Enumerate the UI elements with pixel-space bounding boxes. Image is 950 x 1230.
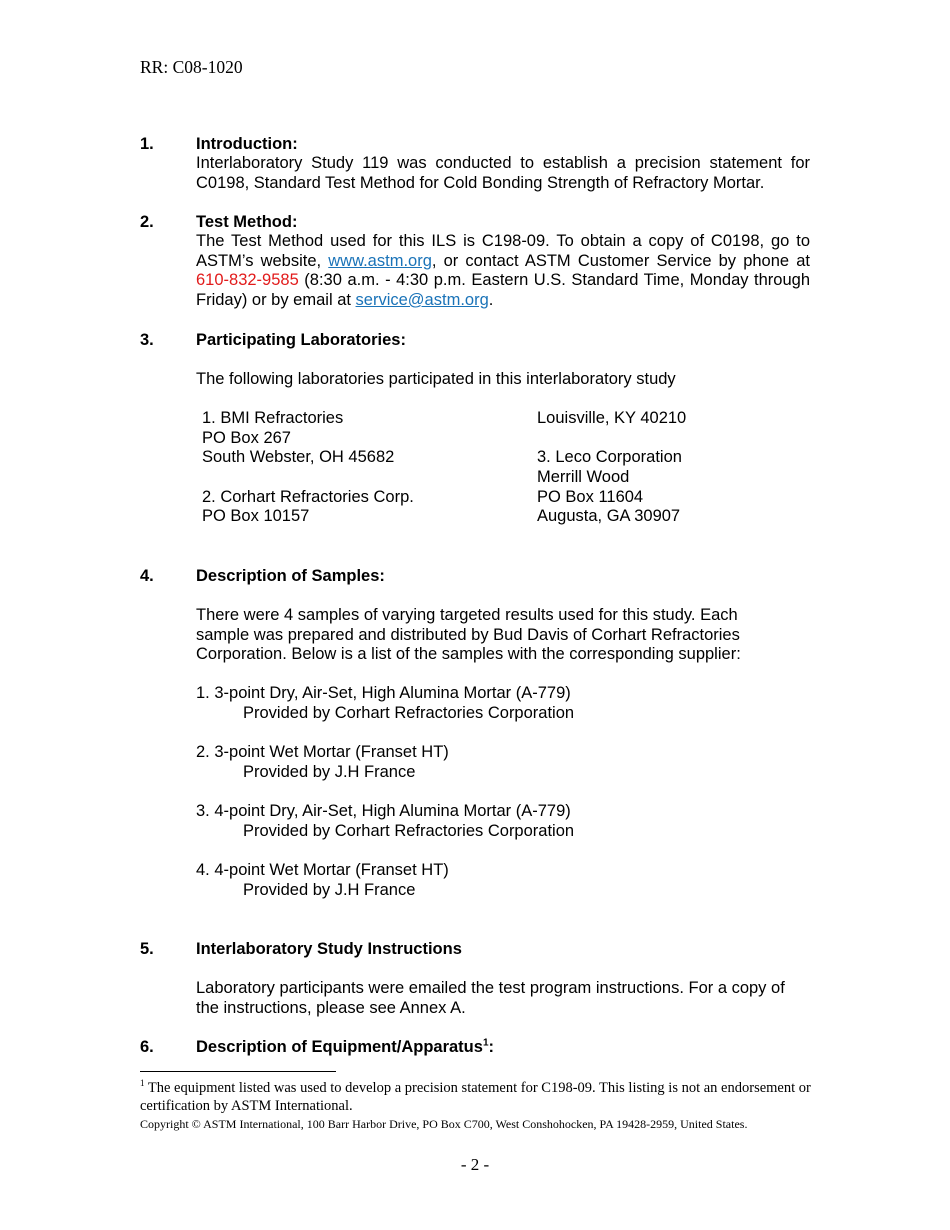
section-4-intro-3: Corporation. Below is a list of the samples with the corresponding supplier: — [196, 645, 741, 663]
section-5-number: 5. — [140, 940, 154, 958]
section-6-title — [196, 1038, 494, 1057]
lab-3-address-2: Augusta, GA 30907 — [537, 507, 681, 525]
section-5-body-2: the instructions, please see Annex A. — [196, 999, 466, 1017]
lab-1-name: 1. BMI Refractories — [202, 409, 344, 427]
section-2-number: 2. — [140, 213, 154, 231]
lab-2-address-2: Louisville, KY 40210 — [537, 409, 687, 427]
lab-1-address-1: PO Box 267 — [202, 429, 291, 447]
sample-1-provider: Provided by Corhart Refractories Corporation — [243, 704, 575, 722]
lab-3-name: 3. Leco Corporation — [537, 448, 682, 466]
report-id: RR: C08-1020 — [140, 57, 243, 77]
sample-1-label: 1. 3-point Dry, Air-Set, High Alumina Mortar (A-779) — [196, 684, 571, 702]
section-2-text-1: The Test Method used for this ILS is C198-09. To obtain a copy of C0198, go to ASTM’s website, — [196, 232, 810, 270]
website-link[interactable]: www.astm.org — [328, 251, 432, 270]
section-4-title: Description of Samples: — [196, 567, 385, 585]
footnote-text: The equipment listed was used to develop a precision statement for C198-09. This listing is not an endorsement or certification by ASTM International. — [140, 1080, 811, 1114]
sample-2-label: 2. 3-point Wet Mortar (Franset HT) — [196, 743, 449, 761]
section-3-number: 3. — [140, 331, 154, 349]
footnote — [140, 1079, 820, 1115]
section-6-title-suffix: : — [488, 1038, 494, 1056]
email-link[interactable]: service@astm.org — [355, 290, 489, 309]
section-2-title: Test Method: — [196, 213, 298, 231]
lab-1-address-2: South Webster, OH 45682 — [202, 448, 395, 466]
lab-3-contact: Merrill Wood — [537, 468, 630, 486]
lab-2-address-1: PO Box 10157 — [202, 507, 310, 525]
sample-4-provider: Provided by J.H France — [243, 881, 416, 899]
section-2-text-4: . — [488, 290, 494, 309]
phone-number: 610-832-9585 — [196, 271, 299, 290]
footnote-marker: 1 — [140, 1078, 145, 1089]
sample-3-provider: Provided by Corhart Refractories Corporation — [243, 822, 575, 840]
sample-2-provider: Provided by J.H France — [243, 763, 416, 781]
sample-3-label: 3. 4-point Dry, Air-Set, High Alumina Mortar (A-779) — [196, 802, 571, 820]
section-4-intro-2: sample was prepared and distributed by Bud Davis of Corhart Refractories — [196, 626, 740, 644]
footnote-divider — [140, 1071, 336, 1072]
copyright-notice: Copyright © ASTM International, 100 Barr Harbor Drive, PO Box C700, West Conshohocken, PA 19428-2959, United States. — [140, 1117, 748, 1131]
section-1-number: 1. — [140, 135, 154, 153]
section-1-body-text: Interlaboratory Study 119 was conducted to establish a precision statement for C0198, Standard Test Method for Cold Bonding Strength of Refractory Mortar. — [196, 154, 810, 192]
section-4-intro-1: There were 4 samples of varying targeted results used for this study. Each — [196, 606, 738, 624]
section-1-title: Introduction: — [196, 135, 298, 153]
section-4-number: 4. — [140, 567, 154, 585]
section-3-title: Participating Laboratories: — [196, 331, 406, 349]
section-5-title: Interlaboratory Study Instructions — [196, 940, 462, 958]
section-2-text-2: , or contact ASTM Customer Service by phone at — [431, 251, 810, 270]
section-1-body — [196, 154, 810, 193]
sample-4-label: 4. 4-point Wet Mortar (Franset HT) — [196, 861, 449, 879]
section-5-body-1: Laboratory participants were emailed the test program instructions. For a copy of — [196, 979, 785, 997]
lab-2-name: 2. Corhart Refractories Corp. — [202, 488, 414, 506]
lab-3-address-1: PO Box 11604 — [537, 488, 644, 506]
section-6-number: 6. — [140, 1038, 154, 1056]
page-number: - 2 - — [460, 1155, 490, 1174]
section-2-text-3: (8:30 a.m. - 4:30 p.m. Eastern U.S. Standard Time, Monday through Friday) or by email at — [196, 271, 810, 309]
section-2-body — [196, 232, 810, 310]
section-6-title-text: Description of Equipment/Apparatus — [196, 1038, 483, 1056]
footnote-reference[interactable]: 1 — [482, 1037, 489, 1049]
section-3-intro: The following laboratories participated in this interlaboratory study — [196, 370, 676, 388]
